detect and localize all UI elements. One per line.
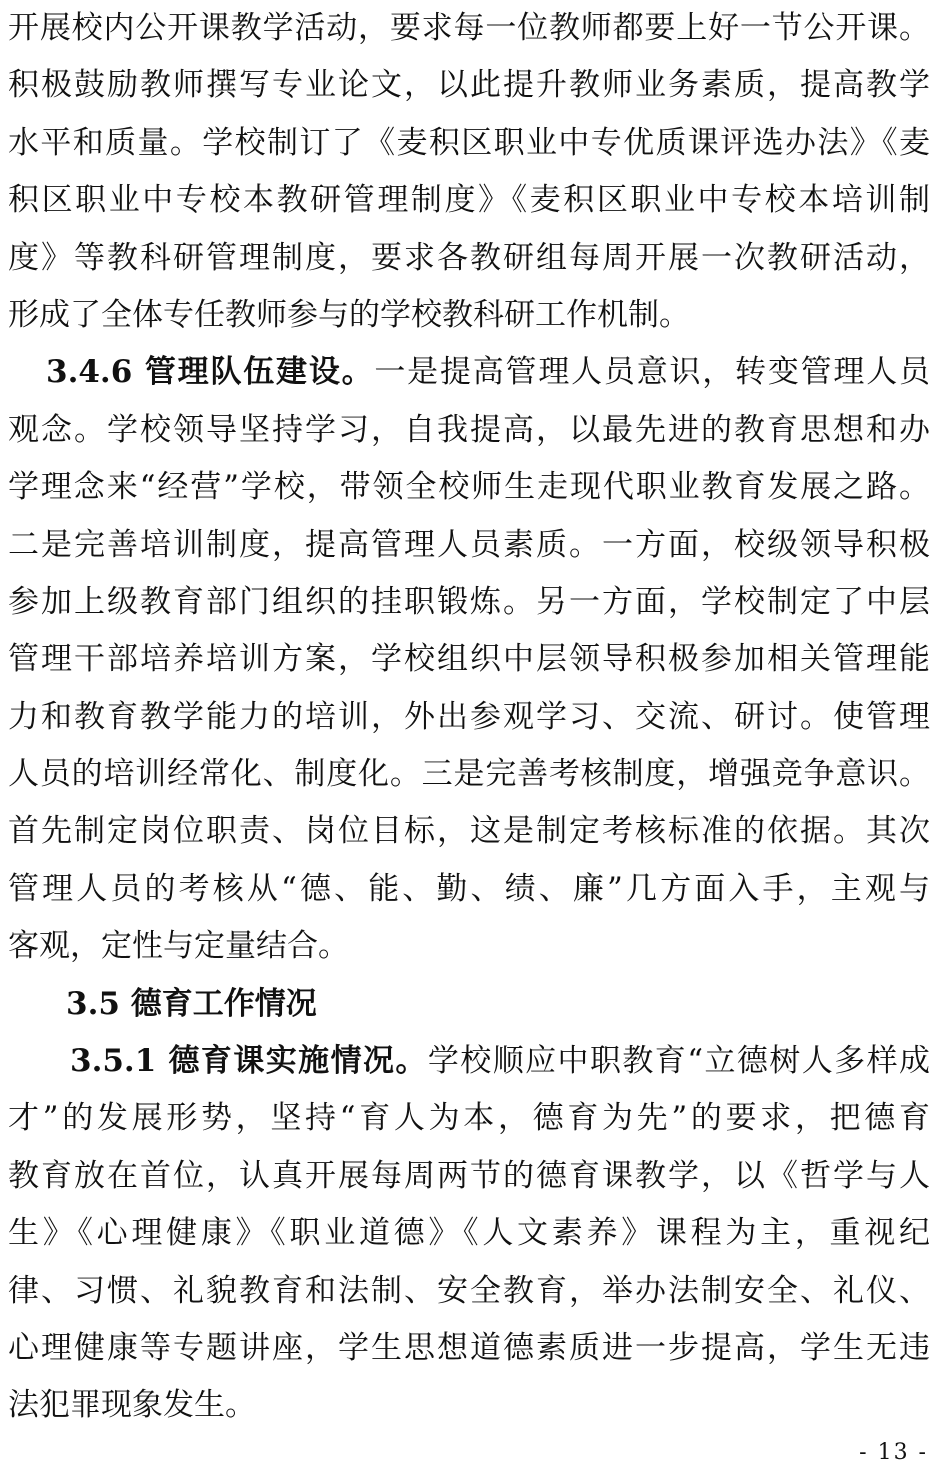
text-line: 心理健康等专题讲座，学生思想道德素质进一步提高，学生无违 [8,1329,930,1366]
text-line: 才”的发展形势，坚持“育人为本，德育为先”的要求，把德育 [8,1100,930,1137]
text-line: 教育放在首位，认真开展每周两节的德育课教学，以《哲学与人 [8,1157,930,1194]
text-line: 积区职业中专校本教研管理制度》《麦积区职业中专校本培训制 [8,182,930,219]
text-line: 度》等教科研管理制度，要求各教研组每周开展一次教研活动， [8,239,930,276]
text-line: 参加上级教育部门组织的挂职锻炼。另一方面，学校制定了中层 [8,583,930,620]
text-span: 学校顺应中职教育“立德树人多样成 [427,1043,930,1080]
text-line: 管理人员的考核从“德、能、勤、绩、廉”几方面入手，主观与 [8,870,930,907]
text-line: 生》《心理健康》《职业道德》《人文素养》课程为主，重视纪 [8,1215,930,1252]
section-heading-3-5: 3.5 德育工作情况 [66,985,317,1022]
paragraph-management-team [8,344,930,975]
text-line: 力和教育教学能力的培训，外出参观学习、交流、研讨。使管理 [8,698,930,735]
text-line: 二是完善培训制度，提高管理人员素质。一方面，校级领导积极 [8,526,930,563]
page-number: - 13 - [859,1440,928,1465]
text-line: 水平和质量。学校制订了《麦积区职业中专优质课评选办法》《麦 [8,124,930,161]
text-line: 人员的培训经常化、制度化。三是完善考核制度，增强竞争意识。 [8,756,930,793]
subsection-heading-3-5-1: 3.5.1 德育课实施情况。 [70,1043,428,1080]
text-span: 一是提高管理人员意识，转变管理人员 [374,354,930,391]
text-line [8,344,930,401]
text-line: 开展校内公开课教学活动，要求每一位教师都要上好一节公开课。 [8,10,930,46]
paragraph-moral-education [8,1033,930,1435]
text-line: 客观，定性与定量结合。 [8,928,349,965]
text-line: 学理念来“经营”学校，带领全校师生走现代职业教育发展之路。 [8,469,930,506]
text-line: 观念。学校领导坚持学习，自我提高，以最先进的教育思想和办 [8,411,930,448]
text-line [8,1033,930,1090]
text-line: 法犯罪现象发生。 [8,1387,256,1424]
text-line: 管理干部培养培训方案，学校组织中层领导积极参加相关管理能 [8,641,930,678]
paragraph-teaching-research [8,0,930,344]
text-line: 律、习惯、礼貌教育和法制、安全教育，举办法制安全、礼仪、 [8,1272,930,1309]
subsection-heading-3-4-6: 3.4.6 管理队伍建设。 [46,354,375,391]
text-line: 积极鼓励教师撰写专业论文，以此提升教师业务素质，提高教学 [8,67,930,104]
text-line: 首先制定岗位职责、岗位目标，这是制定考核标准的依据。其次 [8,813,930,850]
document-page [8,0,930,1435]
text-line: 形成了全体专任教师参与的学校教科研工作机制。 [8,296,690,333]
